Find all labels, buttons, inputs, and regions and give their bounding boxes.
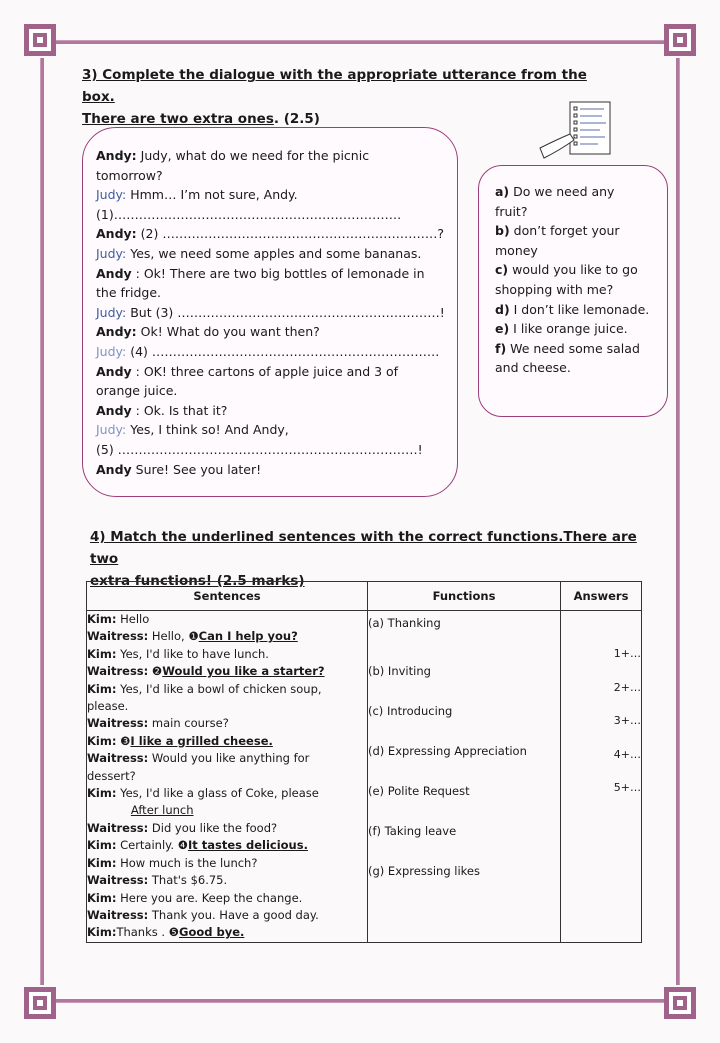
underlined-sentence-4: It tastes delicious. [187, 838, 308, 853]
option-line: fruit? [495, 203, 528, 219]
page-border-left [40, 58, 44, 985]
function-option-a: (a) Thanking [368, 615, 441, 630]
dialogue-blank-5[interactable]: (5) ………………………………………………………………! [96, 441, 423, 457]
sentence-line: Waitress: ❷Would you like a starter? [87, 664, 325, 679]
sentence-line: Waitress: Hello, ❶Can I help you? [87, 629, 298, 644]
option-line: c) would you like to go [495, 262, 638, 278]
sentence-line: Waitress: That's $6.75. [87, 873, 228, 888]
function-option-g: (g) Expressing likes [368, 863, 480, 878]
function-option-f: (f) Taking leave [368, 823, 457, 838]
dialogue-line: Judy: Yes, I think so! And Andy, [96, 422, 289, 438]
functions-cell [368, 611, 561, 943]
header-functions: Functions [368, 582, 561, 611]
header-answers: Answers [561, 582, 642, 611]
option-line: d) I don’t like lemonade. [495, 301, 650, 317]
dialogue-blank-3[interactable]: Judy: But (3) ………………………………………………………! [96, 304, 445, 320]
corner-ornament-icon [660, 20, 700, 60]
question-3-title-underlined: There are two extra ones [82, 111, 274, 127]
question-4-title-line2: extra functions! (2.5 marks) [90, 573, 305, 589]
sentence-line: dessert? [87, 768, 136, 783]
sentences-cell [87, 611, 368, 943]
sentence-line: Kim: Certainly. ❹It tastes delicious. [87, 838, 308, 853]
question-3-title-line1: 3) Complete the dialogue with the appropriate utterance from the box. [82, 67, 587, 105]
answer-blank-1[interactable]: 1+… [613, 647, 641, 660]
dialogue-blank-1[interactable]: (1)…………………………………………………………… [96, 206, 402, 222]
sentence-line: Kim: Yes, I'd like to have lunch. [87, 646, 269, 661]
corner-ornament-icon [20, 20, 60, 60]
answer-blank-3[interactable]: 3+… [613, 714, 641, 728]
dialogue-line: tomorrow? [96, 167, 163, 183]
header-sentences: Sentences [87, 582, 368, 611]
sentence-line [87, 802, 367, 819]
option-line: and cheese. [495, 360, 571, 376]
sentence-line: Kim: How much is the lunch? [87, 855, 258, 870]
sentence-line: Waitress: Would you like anything for [87, 751, 310, 766]
answers-cell [561, 611, 642, 943]
dialogue-line: the fridge. [96, 285, 162, 301]
underlined-sentence-2: Would you like a starter? [162, 664, 325, 679]
sentence-line: Waitress: Did you like the food? [87, 820, 278, 835]
sentence-line: Kim: Yes, I'd like a glass of Coke, please [87, 786, 319, 801]
sentence-line: Kim:Thanks . ❺Good bye. [87, 925, 245, 940]
underlined-sentence-1: Can I help you? [198, 629, 298, 644]
dialogue-blank-2[interactable]: Andy: (2) …………………………………………………………? [96, 226, 444, 242]
corner-ornament-icon [20, 983, 60, 1023]
question-3-title-marks: . (2.5) [273, 111, 320, 127]
function-option-b: (b) Inviting [368, 663, 431, 678]
dialogue-line: Andy Sure! See you later! [96, 461, 262, 477]
underlined-sentence-3: I like a grilled cheese. [130, 733, 273, 748]
sentence-line: Kim: Here you are. Keep the change. [87, 890, 303, 905]
dialogue-blank-4[interactable]: Judy: (4) …………………………………………………………… [96, 343, 440, 359]
dialogue-line: orange juice. [96, 383, 178, 399]
function-option-d: (d) Expressing Appreciation [368, 743, 527, 758]
dialogue-line: Judy: Hmm… I’m not sure, Andy. [96, 187, 298, 203]
dialogue-line: Andy : OK! three cartons of apple juice and 3 of [96, 363, 399, 379]
sentence-line: Kim: Yes, I'd like a bowl of chicken soup, [87, 681, 322, 696]
function-option-c: (c) Introducing [368, 703, 453, 718]
sentence-line: Waitress: main course? [87, 716, 229, 731]
page-border-top [48, 40, 672, 44]
dialogue-box [82, 127, 458, 497]
option-line: shopping with me? [495, 281, 614, 297]
answer-blank-4[interactable]: 4+… [613, 747, 641, 761]
option-line: money [495, 242, 538, 258]
corner-ornament-icon [660, 983, 700, 1023]
question-4-title-line1: 4) Match the underlined sentences with the correct functions.There are two [90, 529, 637, 567]
dialogue-line: Andy: Judy, what do we need for the picnic [96, 148, 370, 163]
dialogue-line: Andy : Ok. Is that it? [96, 402, 228, 418]
option-line: b) don’t forget your [495, 223, 620, 239]
underlined-sentence-5: Good bye. [179, 925, 245, 940]
matching-table [86, 581, 642, 943]
option-line: a) Do we need any [495, 184, 615, 199]
dialogue-line: Andy: Ok! What do you want then? [96, 324, 320, 340]
sentence-line: Waitress: Thank you. Have a good day. [87, 907, 319, 922]
after-lunch-text: After lunch [130, 803, 194, 818]
sentence-line: Kim: Hello [87, 612, 150, 626]
page-border-right [676, 58, 680, 985]
sentence-line: Kim: ❸I like a grilled cheese. [87, 733, 273, 748]
answer-blank-2[interactable]: 2+… [613, 680, 641, 694]
page-border-bottom [48, 999, 672, 1003]
function-option-e: (e) Polite Request [368, 783, 470, 798]
option-line: f) We need some salad [495, 340, 640, 356]
checklist-clipboard-icon [536, 100, 616, 160]
option-line: e) I like orange juice. [495, 321, 628, 337]
answer-blank-5[interactable]: 5+… [613, 781, 641, 795]
dialogue-line: Judy: Yes, we need some apples and some bananas. [96, 245, 422, 261]
utterance-options-box [478, 165, 668, 417]
sentence-line: please. [87, 699, 129, 714]
dialogue-line: Andy : Ok! There are two big bottles of lemonade in [96, 265, 425, 281]
